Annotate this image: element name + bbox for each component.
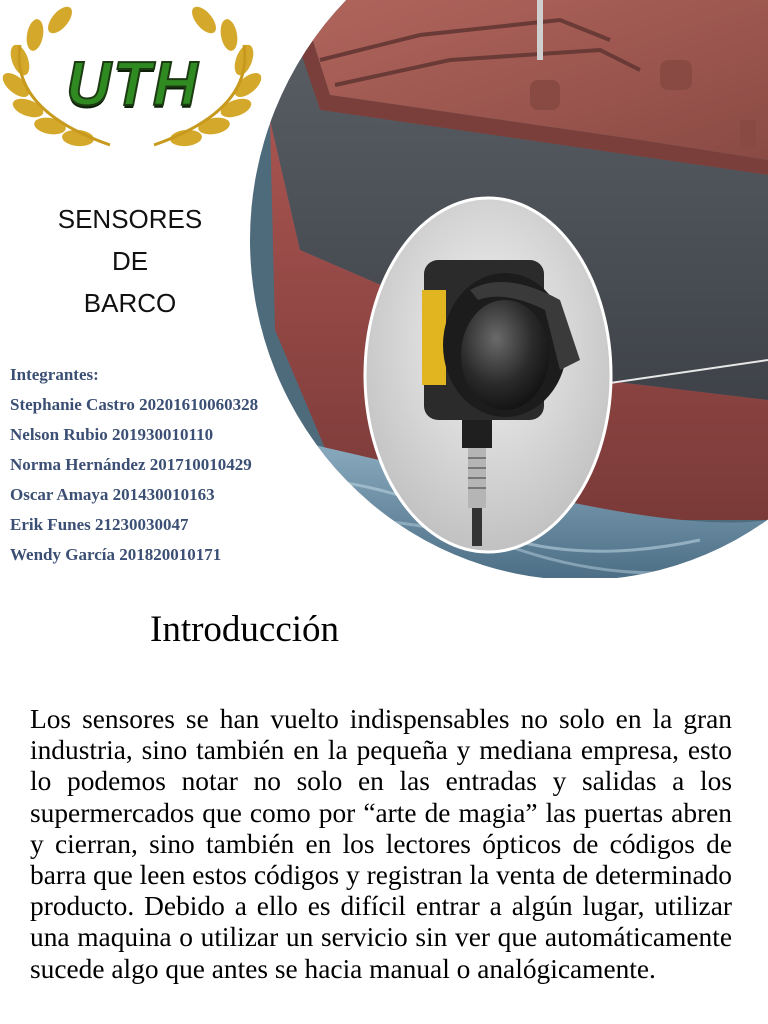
member-item: Wendy García 201820010171 bbox=[10, 545, 222, 564]
member-item: Nelson Rubio 201930010110 bbox=[10, 425, 214, 444]
member-item: Oscar Amaya 201430010163 bbox=[10, 485, 215, 504]
members-heading: Integrantes: bbox=[10, 365, 99, 384]
title-line-2: DE bbox=[111, 246, 149, 276]
members-list bbox=[10, 360, 340, 570]
document-title bbox=[40, 198, 220, 324]
member-item: Norma Hernández 201710010429 bbox=[10, 455, 252, 474]
logo-text: UTH bbox=[66, 50, 200, 119]
member-item: Stephanie Castro 20201610060328 bbox=[10, 395, 259, 414]
uth-logo bbox=[4, 8, 258, 148]
intro-paragraph: Los sensores se han vuelto indispensables no solo en la gran industria, sino también en la pequeña y mediana empresa, esto lo podemos notar no solo en las entradas y salidas a los supermercados que como por “arte de magia” las puertas abren y cierran, sino también en los lectores ópticos de códigos de barra que leen estos códigos y registran la venta de determinado producto. Debido a ello es difícil entrar a algún lugar, utilizar una maquina o utilizar un servicio sin ver que automáticamente sucede algo que antes se hacia manual o analógicamente. bbox=[30, 704, 732, 984]
intro-heading: Introducción bbox=[150, 609, 340, 650]
sensor-inset bbox=[365, 198, 611, 552]
title-line-1: SENSORES bbox=[57, 204, 203, 234]
member-item: Erik Funes 21230030047 bbox=[10, 515, 189, 534]
title-line-3: BARCO bbox=[83, 288, 177, 318]
